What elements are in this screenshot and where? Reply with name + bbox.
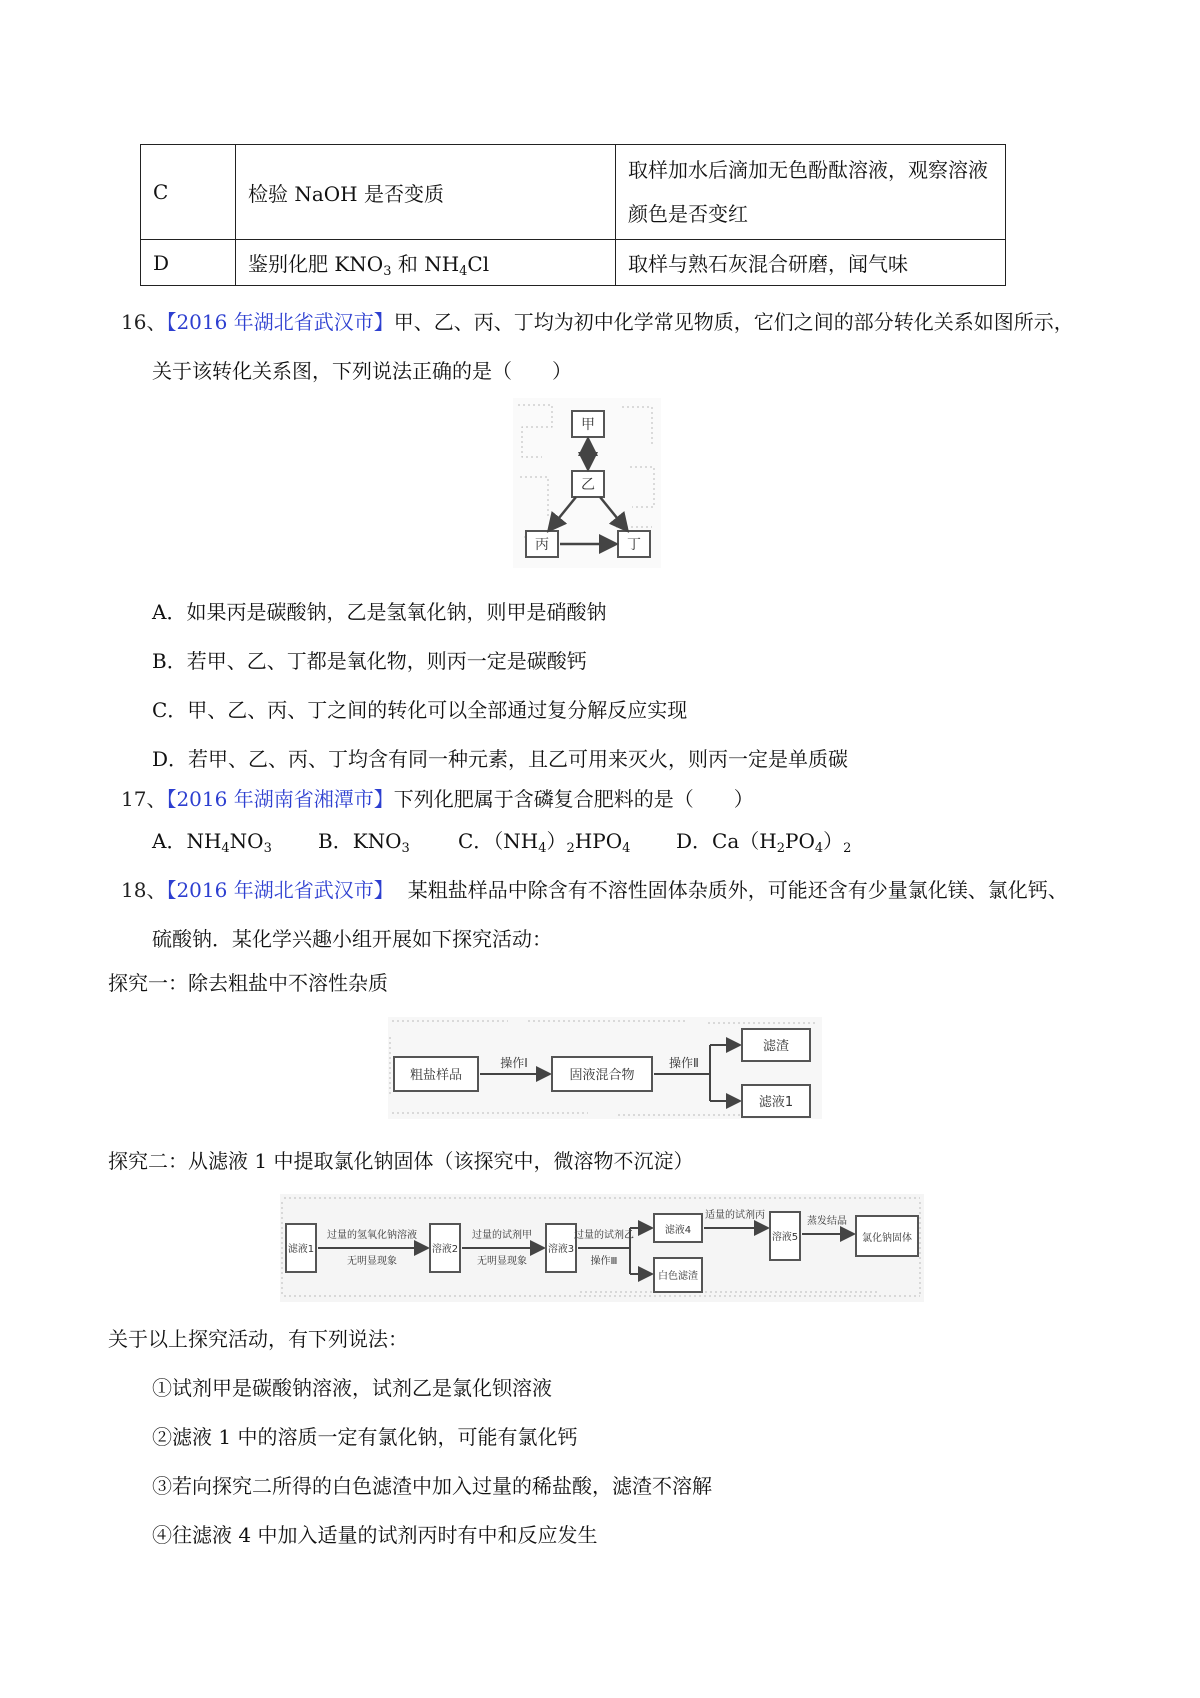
question-number: 16、 <box>121 310 167 334</box>
flowchart-explore1 <box>388 1017 822 1119</box>
flow-step-label: 适量的试剂丙 <box>705 1210 765 1221</box>
question-source: 【2016 年湖南省湘潭市】 <box>166 787 394 811</box>
conversion-diagram <box>512 397 662 569</box>
q16-option-d: D．若甲、乙、丙、丁均含有同一种元素，且乙可用来灭火，则丙一定是单质碳 <box>152 747 849 771</box>
table-cell-purpose: 鉴别化肥 $KNO_3$ 和 $NH_4Cl$ <box>236 240 616 286</box>
flowchart-explore2 <box>280 1194 924 1302</box>
flow-box-label: 溶液5 <box>771 1232 799 1243</box>
q17-stem <box>121 783 754 812</box>
table-cell-option: D <box>141 240 236 286</box>
statement-2: ②滤液 1 中的溶质一定有氯化钠，可能有氯化钙 <box>152 1425 578 1449</box>
statement-3: ③若向探究二所得的白色滤渣中加入过量的稀盐酸，滤渣不溶解 <box>152 1474 712 1498</box>
flow-box-label: 滤液1 <box>287 1244 315 1255</box>
flow-step-label: 过量的试剂甲 <box>472 1230 532 1241</box>
question-text: 甲、乙、丙、丁均为初中化学常见物质，它们之间的部分转化关系如图所示， <box>393 310 1074 334</box>
q16-stem-line2: 关于该转化关系图，下列说法正确的是（ ） <box>152 359 572 383</box>
flow-step-label: 操作Ⅲ <box>590 1256 618 1267</box>
table-row <box>141 145 1006 240</box>
options-table <box>140 144 1006 286</box>
table-cell-purpose: 检验 NaOH 是否变质 <box>236 145 616 240</box>
question-source: 【2016 年湖北省武汉市】 <box>166 310 394 334</box>
q17-option-b: B．$KNO_3$ <box>318 829 410 856</box>
flow-op-label: 操作Ⅱ <box>669 1056 699 1070</box>
flow-box-label: 白色滤渣 <box>658 1271 698 1282</box>
question-number: 17、 <box>121 787 167 811</box>
flow-box-label: 滤渣 <box>762 1039 790 1054</box>
table-cell-method: 取样与熟石灰混合研磨，闻气味 <box>616 240 1006 286</box>
q16-option-a: A．如果丙是碳酸钠，乙是氢氧化钠，则甲是硝酸钠 <box>152 600 607 624</box>
statement-4: ④往滤液 4 中加入适量的试剂丙时有中和反应发生 <box>152 1523 598 1547</box>
question-number: 18、 <box>121 878 167 902</box>
method-line: 取样加水后滴加无色酚酞溶液，观察溶液 <box>628 158 988 182</box>
flow-box-label: 固液混合物 <box>569 1068 635 1083</box>
q18-stem-line2: 硫酸钠．某化学兴趣小组开展如下探究活动： <box>152 927 552 951</box>
flow-step-label: 蒸发结晶 <box>807 1216 847 1227</box>
q16-stem-line1 <box>121 306 1074 335</box>
table-cell-method <box>616 145 1006 240</box>
node-yi-label: 乙 <box>581 477 595 493</box>
flow-op-label: 操作Ⅰ <box>500 1056 528 1070</box>
table-cell-option: C <box>141 145 236 240</box>
q18-stem-line1 <box>121 874 1068 903</box>
question-source: 【2016 年湖北省武汉市】 <box>166 878 394 902</box>
flow-box-label: 溶液3 <box>547 1244 575 1255</box>
q16-option-b: B．若甲、乙、丁都是氧化物，则丙一定是碳酸钙 <box>152 649 587 673</box>
q17-option-d: D．$Ca(H_2PO_4)_2$ <box>676 829 852 856</box>
table-row <box>141 240 1006 286</box>
node-ding-label: 丁 <box>627 537 641 553</box>
flow-box-label: 滤液4 <box>664 1225 692 1236</box>
node-jia-label: 甲 <box>581 417 595 433</box>
q16-option-c: C．甲、乙、丙、丁之间的转化可以全部通过复分解反应实现 <box>152 698 688 722</box>
q17-option-a: A．$NH_4NO_3$ <box>152 829 272 856</box>
question-text: 某粗盐样品中除含有不溶性固体杂质外，可能还含有少量氯化镁、氯化钙、 <box>407 878 1068 902</box>
explore2-heading: 探究二：从滤液 1 中提取氯化钠固体（该探究中，微溶物不沉淀） <box>108 1149 694 1173</box>
statement-1: ①试剂甲是碳酸钠溶液，试剂乙是氯化钡溶液 <box>152 1376 552 1400</box>
flow-step-label: 无明显现象 <box>477 1256 527 1267</box>
statements-intro: 关于以上探究活动，有下列说法： <box>108 1327 408 1351</box>
flow-box-label: 氯化钠固体 <box>862 1233 912 1244</box>
explore1-heading: 探究一：除去粗盐中不溶性杂质 <box>108 971 388 995</box>
node-bing-label: 丙 <box>535 537 549 553</box>
flow-step-label: 过量的氢氧化钠溶液 <box>327 1230 417 1241</box>
question-text: 下列化肥属于含磷复合肥料的是（ ） <box>393 787 754 811</box>
flow-box-label: 滤液1 <box>758 1095 794 1110</box>
q17-option-c: C．$(NH_4)_2HPO_4$ <box>458 829 631 856</box>
flow-step-label: 无明显现象 <box>347 1256 397 1267</box>
flow-step-label: 过量的试剂乙 <box>574 1230 634 1241</box>
method-line: 颜色是否变红 <box>628 202 748 226</box>
flow-box-label: 粗盐样品 <box>409 1068 463 1083</box>
flow-box-label: 溶液2 <box>431 1244 459 1255</box>
